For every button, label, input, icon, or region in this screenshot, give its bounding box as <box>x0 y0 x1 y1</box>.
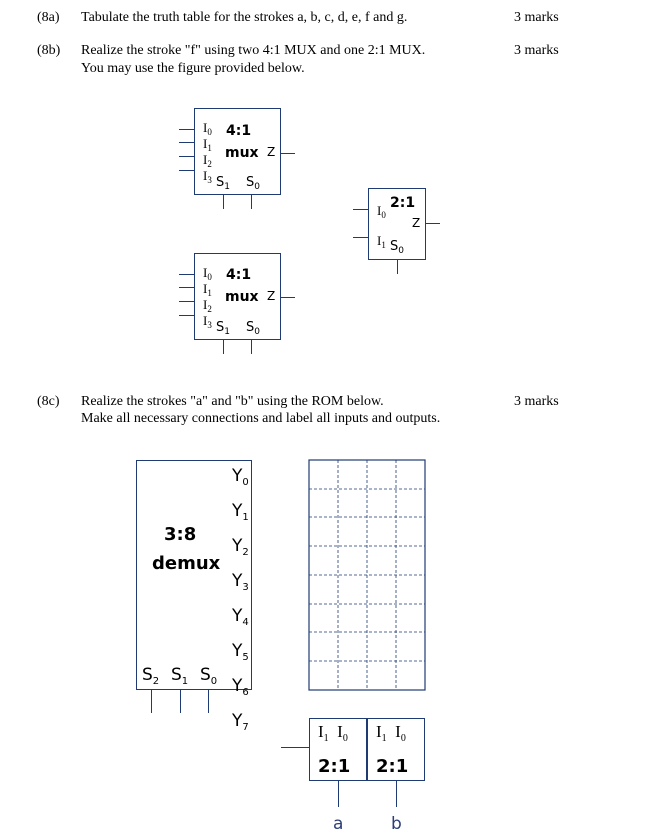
rom-mux-a-inputs: $I_1$ $I_0$ <box>318 722 348 744</box>
output-label-b: b <box>391 814 402 834</box>
mux4-output-z: Z <box>267 145 276 159</box>
demux-name: demux <box>152 553 221 574</box>
q8a-text: Tabulate the truth table for the strokes a, b, c, d, e, f and g. <box>81 10 408 25</box>
mux4b-inputs-label: $I_0$ $I_1$ $I_2$ $I_3$ <box>203 265 212 330</box>
mux4b-select-s0: $S_0$ <box>246 320 260 337</box>
demux-outputs: $Y_0$ $Y_1$ $Y_2$ $Y_3$ $Y_4$ $Y_5$ $Y_6$ $Y_7$ <box>232 466 249 733</box>
demux-select-s1: $S_1$ <box>171 665 189 687</box>
mux2-title: 2:1 <box>390 195 416 211</box>
q8a-id: (8a) <box>37 10 60 25</box>
q8b-text: Realize the stroke "f" using two 4:1 MUX and one 2:1 MUX. <box>81 43 426 58</box>
q8a-marks: 3 marks <box>514 10 559 25</box>
mux4-title: 4:1 <box>226 123 252 139</box>
mux2-input-i0: $I_0$ <box>377 203 386 220</box>
q8b-text-2: You may use the figure provided below. <box>81 61 305 76</box>
mux4b-name: mux <box>225 289 259 305</box>
q8c-marks: 3 marks <box>514 394 559 409</box>
mux2-select-s0: $S_0$ <box>390 239 404 256</box>
mux4-select-s0: $S_0$ <box>246 175 260 192</box>
rom-mux-a-title: 2:1 <box>318 756 351 777</box>
mux2-input-i1: $I_1$ <box>377 233 386 250</box>
rom-mux-b-inputs: $I_1$ $I_0$ <box>376 722 406 744</box>
demux-select-s0: $S_0$ <box>200 665 218 687</box>
rom-mux-b-title: 2:1 <box>376 756 409 777</box>
demux-title: 3:8 <box>164 524 197 545</box>
mux4b-select-s1: $S_1$ <box>216 320 230 337</box>
q8b-marks: 3 marks <box>514 43 559 58</box>
mux4-inputs-label: $I_0$ $I_1$ $I_2$ $I_3$ <box>203 120 212 185</box>
mux2-output-z: Z <box>412 216 421 230</box>
q8c-text-2: Make all necessary connections and label all inputs and outputs. <box>81 411 441 426</box>
q8c-id: (8c) <box>37 394 60 409</box>
mux4-name: mux <box>225 145 259 161</box>
q8c-text: Realize the strokes "a" and "b" using the ROM below. <box>81 394 384 409</box>
mux4-select-s1: $S_1$ <box>216 175 230 192</box>
mux4b-output-z: Z <box>267 289 276 303</box>
q8b-id: (8b) <box>37 43 61 58</box>
output-label-a: a <box>333 814 344 834</box>
mux4b-title: 4:1 <box>226 267 252 283</box>
demux-select-s2: $S_2$ <box>142 665 160 687</box>
